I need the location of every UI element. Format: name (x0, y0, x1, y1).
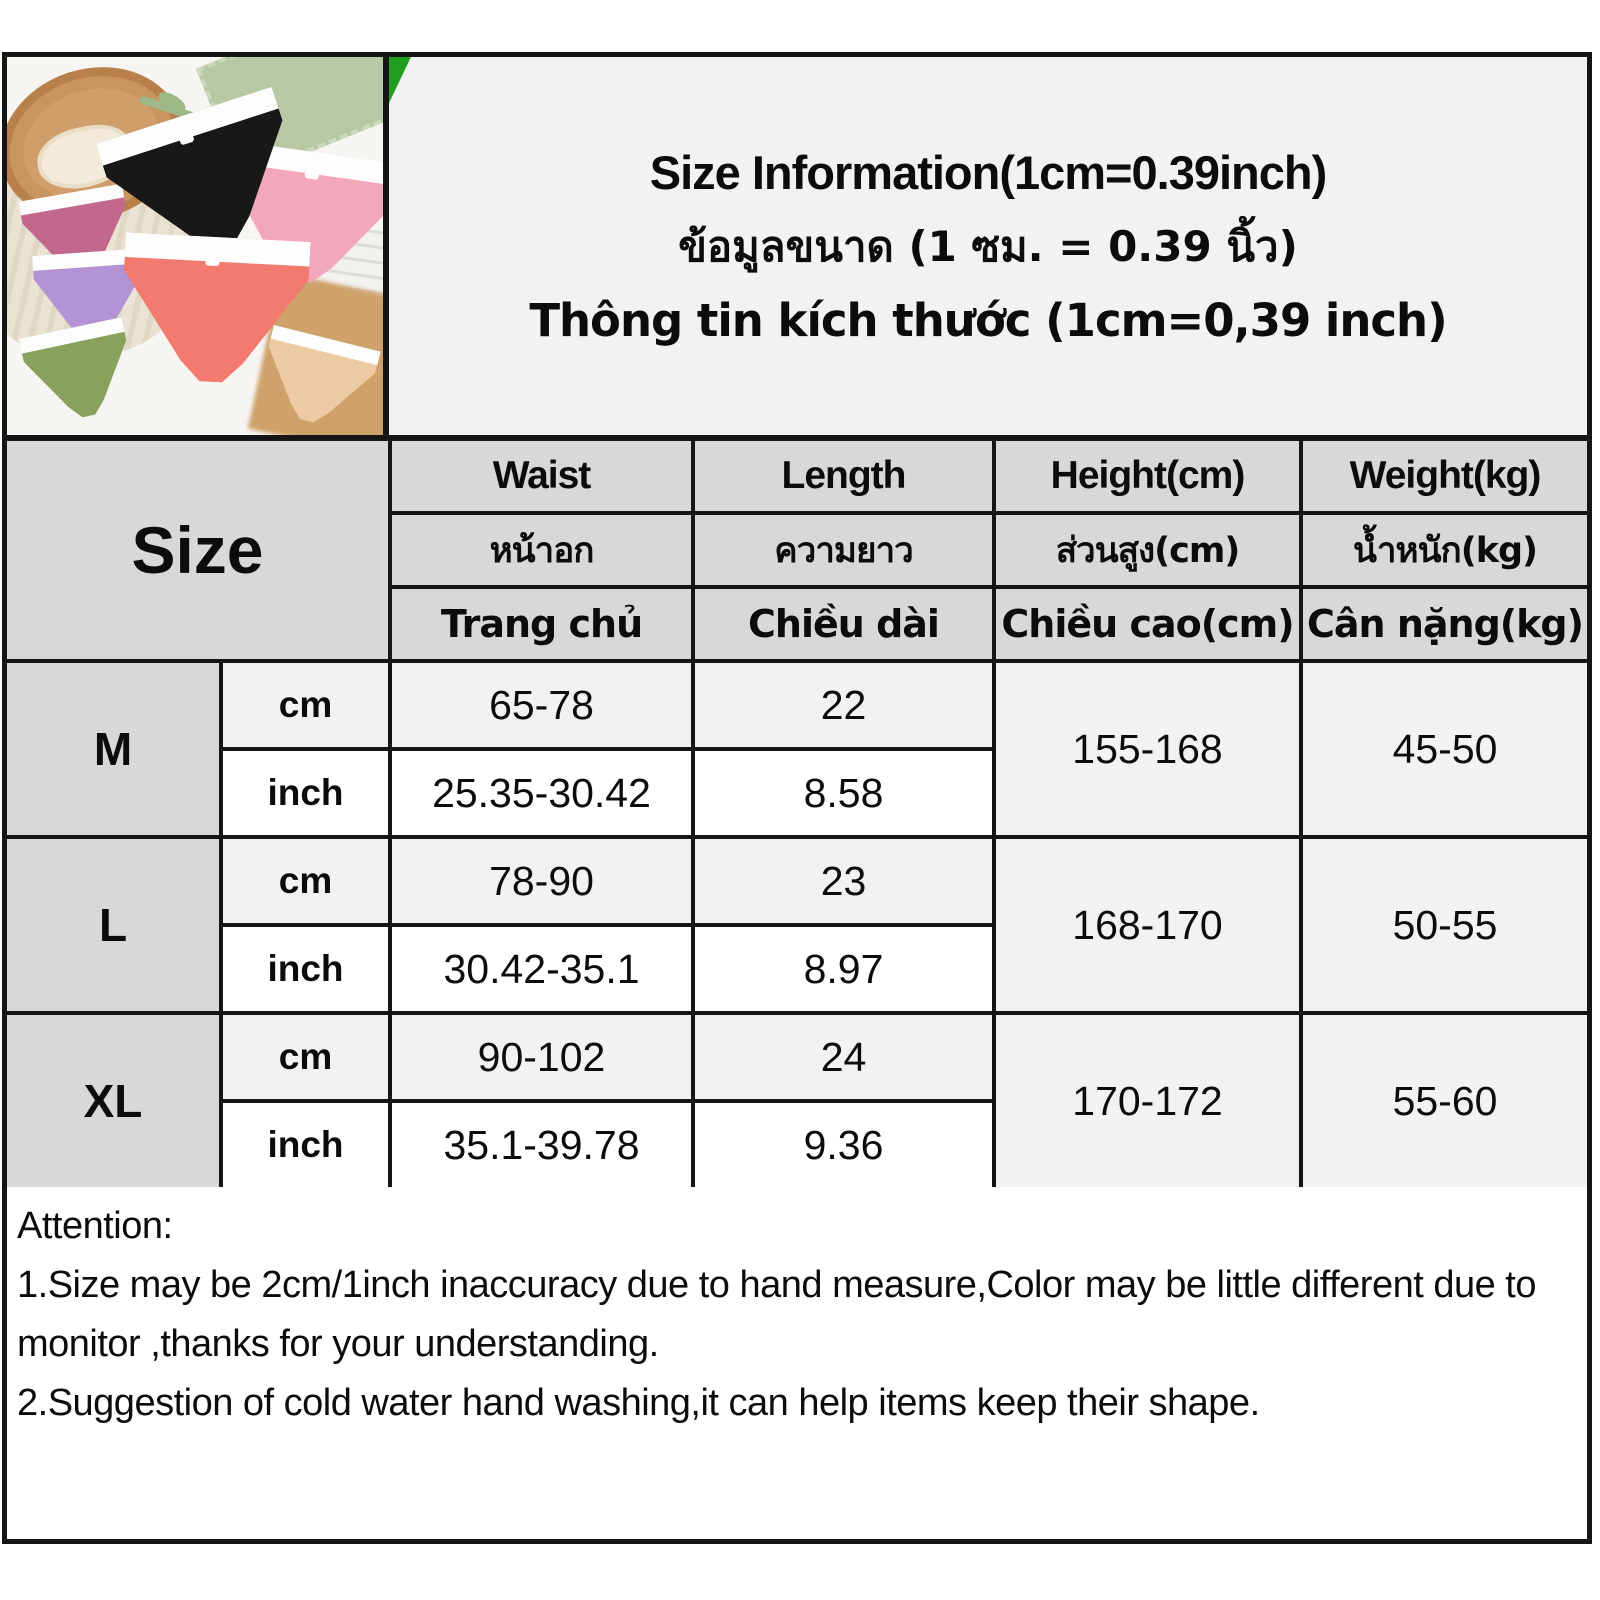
header-length-vi: Chiều dài (695, 589, 992, 659)
xl-height: 170-172 (996, 1015, 1299, 1187)
size-label-m: M (7, 663, 219, 835)
top-section (7, 57, 1587, 435)
unit-inch: inch (223, 751, 388, 835)
m-waist-inch: 25.35-30.42 (392, 751, 691, 835)
l-waist-cm: 78-90 (392, 839, 691, 923)
m-length-cm: 22 (695, 663, 992, 747)
unit-cm: cm (223, 839, 388, 923)
header-height-vi: Chiều cao(cm) (996, 589, 1299, 659)
header-height-th: ส่วนสูง(cm) (996, 515, 1299, 585)
xl-waist-cm: 90-102 (392, 1015, 691, 1099)
title-thai: ข้อมูลขนาด (1 ซม. = 0.39 นิ้ว) (678, 222, 1298, 271)
header-weight-vi: Cân nặng(kg) (1303, 589, 1587, 659)
unit-cm: cm (223, 1015, 388, 1099)
m-length-inch: 8.58 (695, 751, 992, 835)
header-waist-en: Waist (392, 441, 691, 511)
header-length-en: Length (695, 441, 992, 511)
size-table (7, 435, 1587, 1187)
xl-length-inch: 9.36 (695, 1103, 992, 1187)
unit-inch: inch (223, 927, 388, 1011)
l-length-cm: 23 (695, 839, 992, 923)
outer-frame (2, 52, 1592, 1544)
m-waist-cm: 65-78 (392, 663, 691, 747)
m-height: 155-168 (996, 663, 1299, 835)
header-weight-th: น้ำหนัก(kg) (1303, 515, 1587, 585)
attention-notes (7, 1187, 1587, 1539)
l-waist-inch: 30.42-35.1 (392, 927, 691, 1011)
size-column-header: Size (7, 441, 388, 659)
title-english: Size Information(1cm=0.39inch) (649, 146, 1327, 199)
header-waist-th: หน้าอก (392, 515, 691, 585)
attention-note-2: 2.Suggestion of cold water hand washing,it can help items keep their shape. (17, 1381, 1260, 1424)
m-weight: 45-50 (1303, 663, 1587, 835)
l-height: 168-170 (996, 839, 1299, 1011)
header-weight-en: Weight(kg) (1303, 441, 1587, 511)
header-length-th: ความยาว (695, 515, 992, 585)
header-height-en: Height(cm) (996, 441, 1299, 511)
attention-heading: Attention: (17, 1205, 173, 1247)
unit-inch: inch (223, 1103, 388, 1187)
xl-length-cm: 24 (695, 1015, 992, 1099)
green-corner-triangle (389, 57, 411, 103)
header-waist-vi: Trang chủ (392, 589, 691, 659)
title-vietnamese: Thông tin kích thước (1cm=0,39 inch) (529, 294, 1447, 347)
attention-note-1: 1.Size may be 2cm/1inch inaccuracy due to hand measure,Color may be little different due to monitor ,thanks for your understanding. (17, 1263, 1536, 1365)
product-photo (7, 57, 389, 435)
unit-cm: cm (223, 663, 388, 747)
title-block (389, 57, 1587, 435)
size-label-l: L (7, 839, 219, 1011)
l-weight: 50-55 (1303, 839, 1587, 1011)
xl-weight: 55-60 (1303, 1015, 1587, 1187)
size-label-xl: XL (7, 1015, 219, 1187)
xl-waist-inch: 35.1-39.78 (392, 1103, 691, 1187)
l-length-inch: 8.97 (695, 927, 992, 1011)
